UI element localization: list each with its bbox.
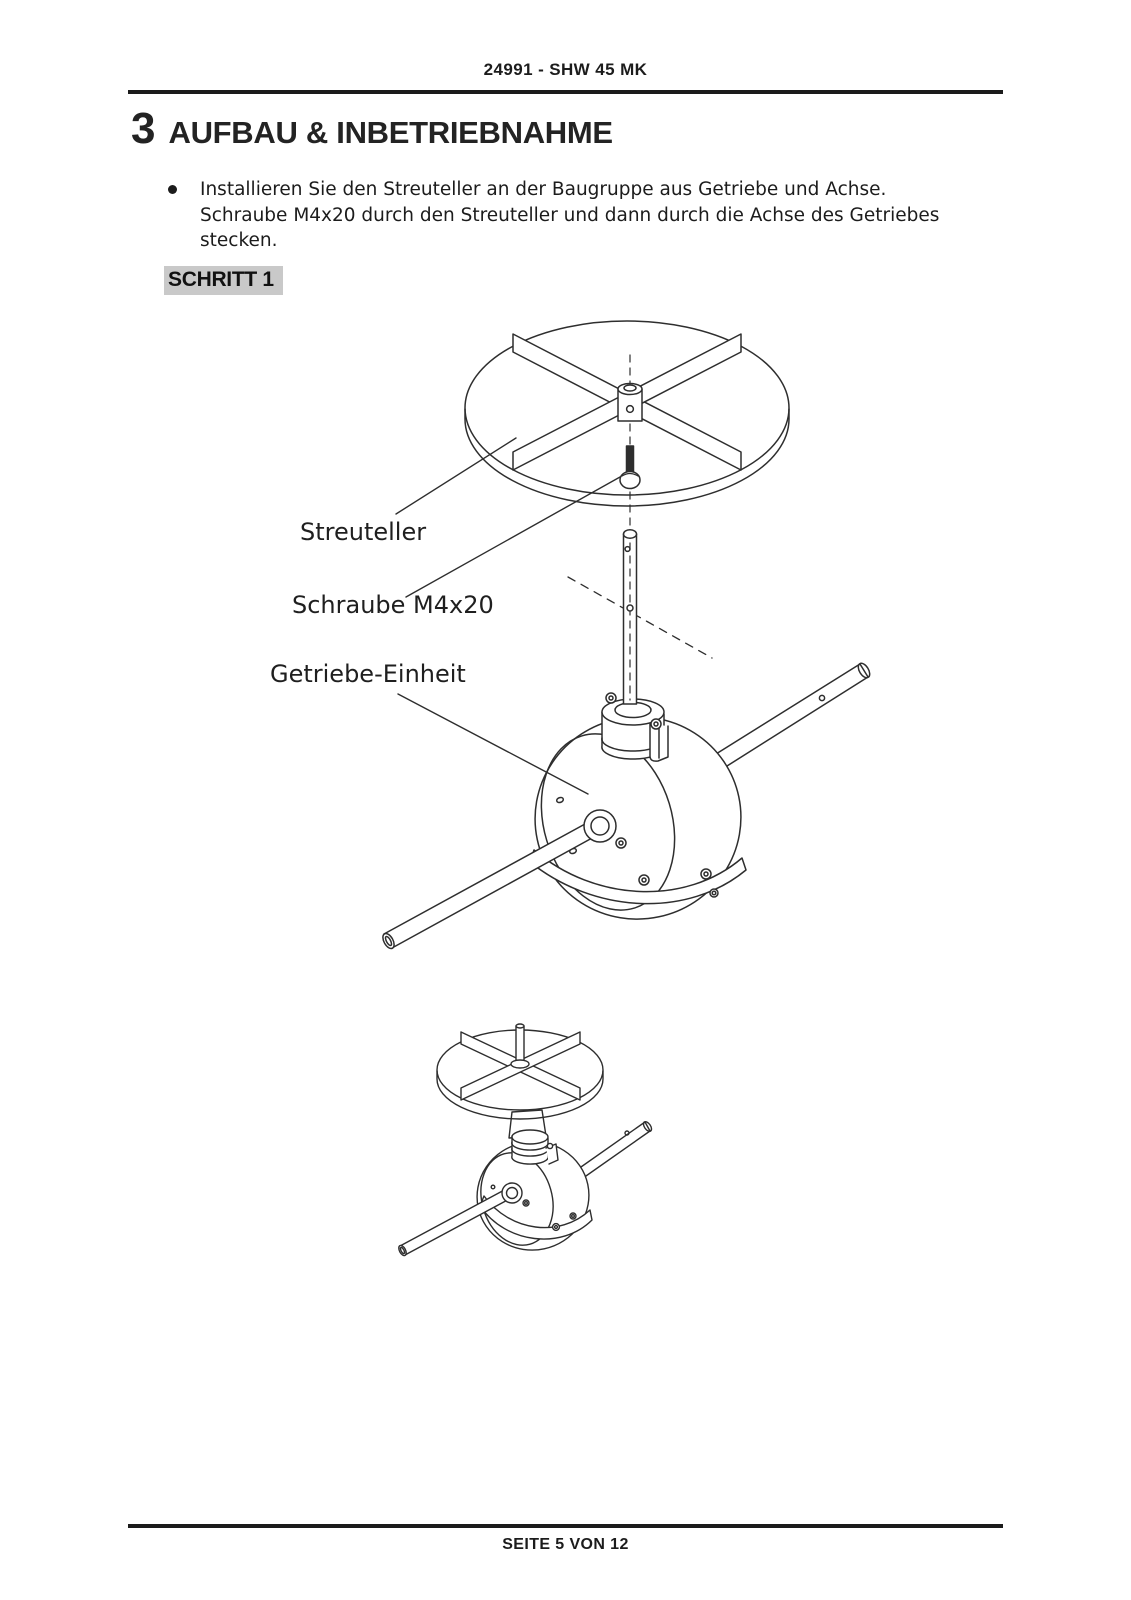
- section-number: 3: [131, 104, 155, 153]
- exploded-view-drawing: [250, 300, 890, 990]
- axle-tube-right: [700, 661, 872, 778]
- footer-rule: [128, 1524, 1003, 1528]
- label-screw: Schraube M4x20: [292, 591, 494, 619]
- header-doc-code: 24991 - SHW 45 MK: [483, 60, 648, 79]
- footer-page-info: SEITE 5 VON 12: [502, 1536, 629, 1553]
- assembled-view-drawing: [390, 1015, 680, 1265]
- leader-line-gearbox: [398, 694, 588, 794]
- assembly-axis-dashed: [568, 577, 712, 658]
- label-spreader-disc: Streuteller: [300, 518, 427, 546]
- spreader-disc-small: [437, 1024, 603, 1119]
- gear-shaft: [624, 530, 637, 704]
- instruction-line-1: Installieren Sie den Streuteller an der Baugruppe aus Getriebe und Achse.: [200, 179, 887, 200]
- instruction-line-2: Schraube M4x20 durch den Streuteller und dann durch die Achse des Getriebes: [200, 204, 940, 226]
- section-title: AUFBAU & INBETRIEBNAHME: [168, 115, 613, 150]
- section-heading: [131, 104, 613, 154]
- leader-line-screw: [406, 477, 620, 597]
- instruction-line-3: stecken.: [200, 230, 278, 251]
- header-rule: [128, 90, 1003, 94]
- step-label: SCHRITT 1: [164, 266, 283, 295]
- label-gearbox: Getriebe-Einheit: [270, 660, 466, 688]
- instruction-bullet: [168, 177, 939, 254]
- bullet-marker: [168, 185, 177, 194]
- leader-line-disc: [396, 438, 516, 514]
- instruction-text: [200, 177, 939, 254]
